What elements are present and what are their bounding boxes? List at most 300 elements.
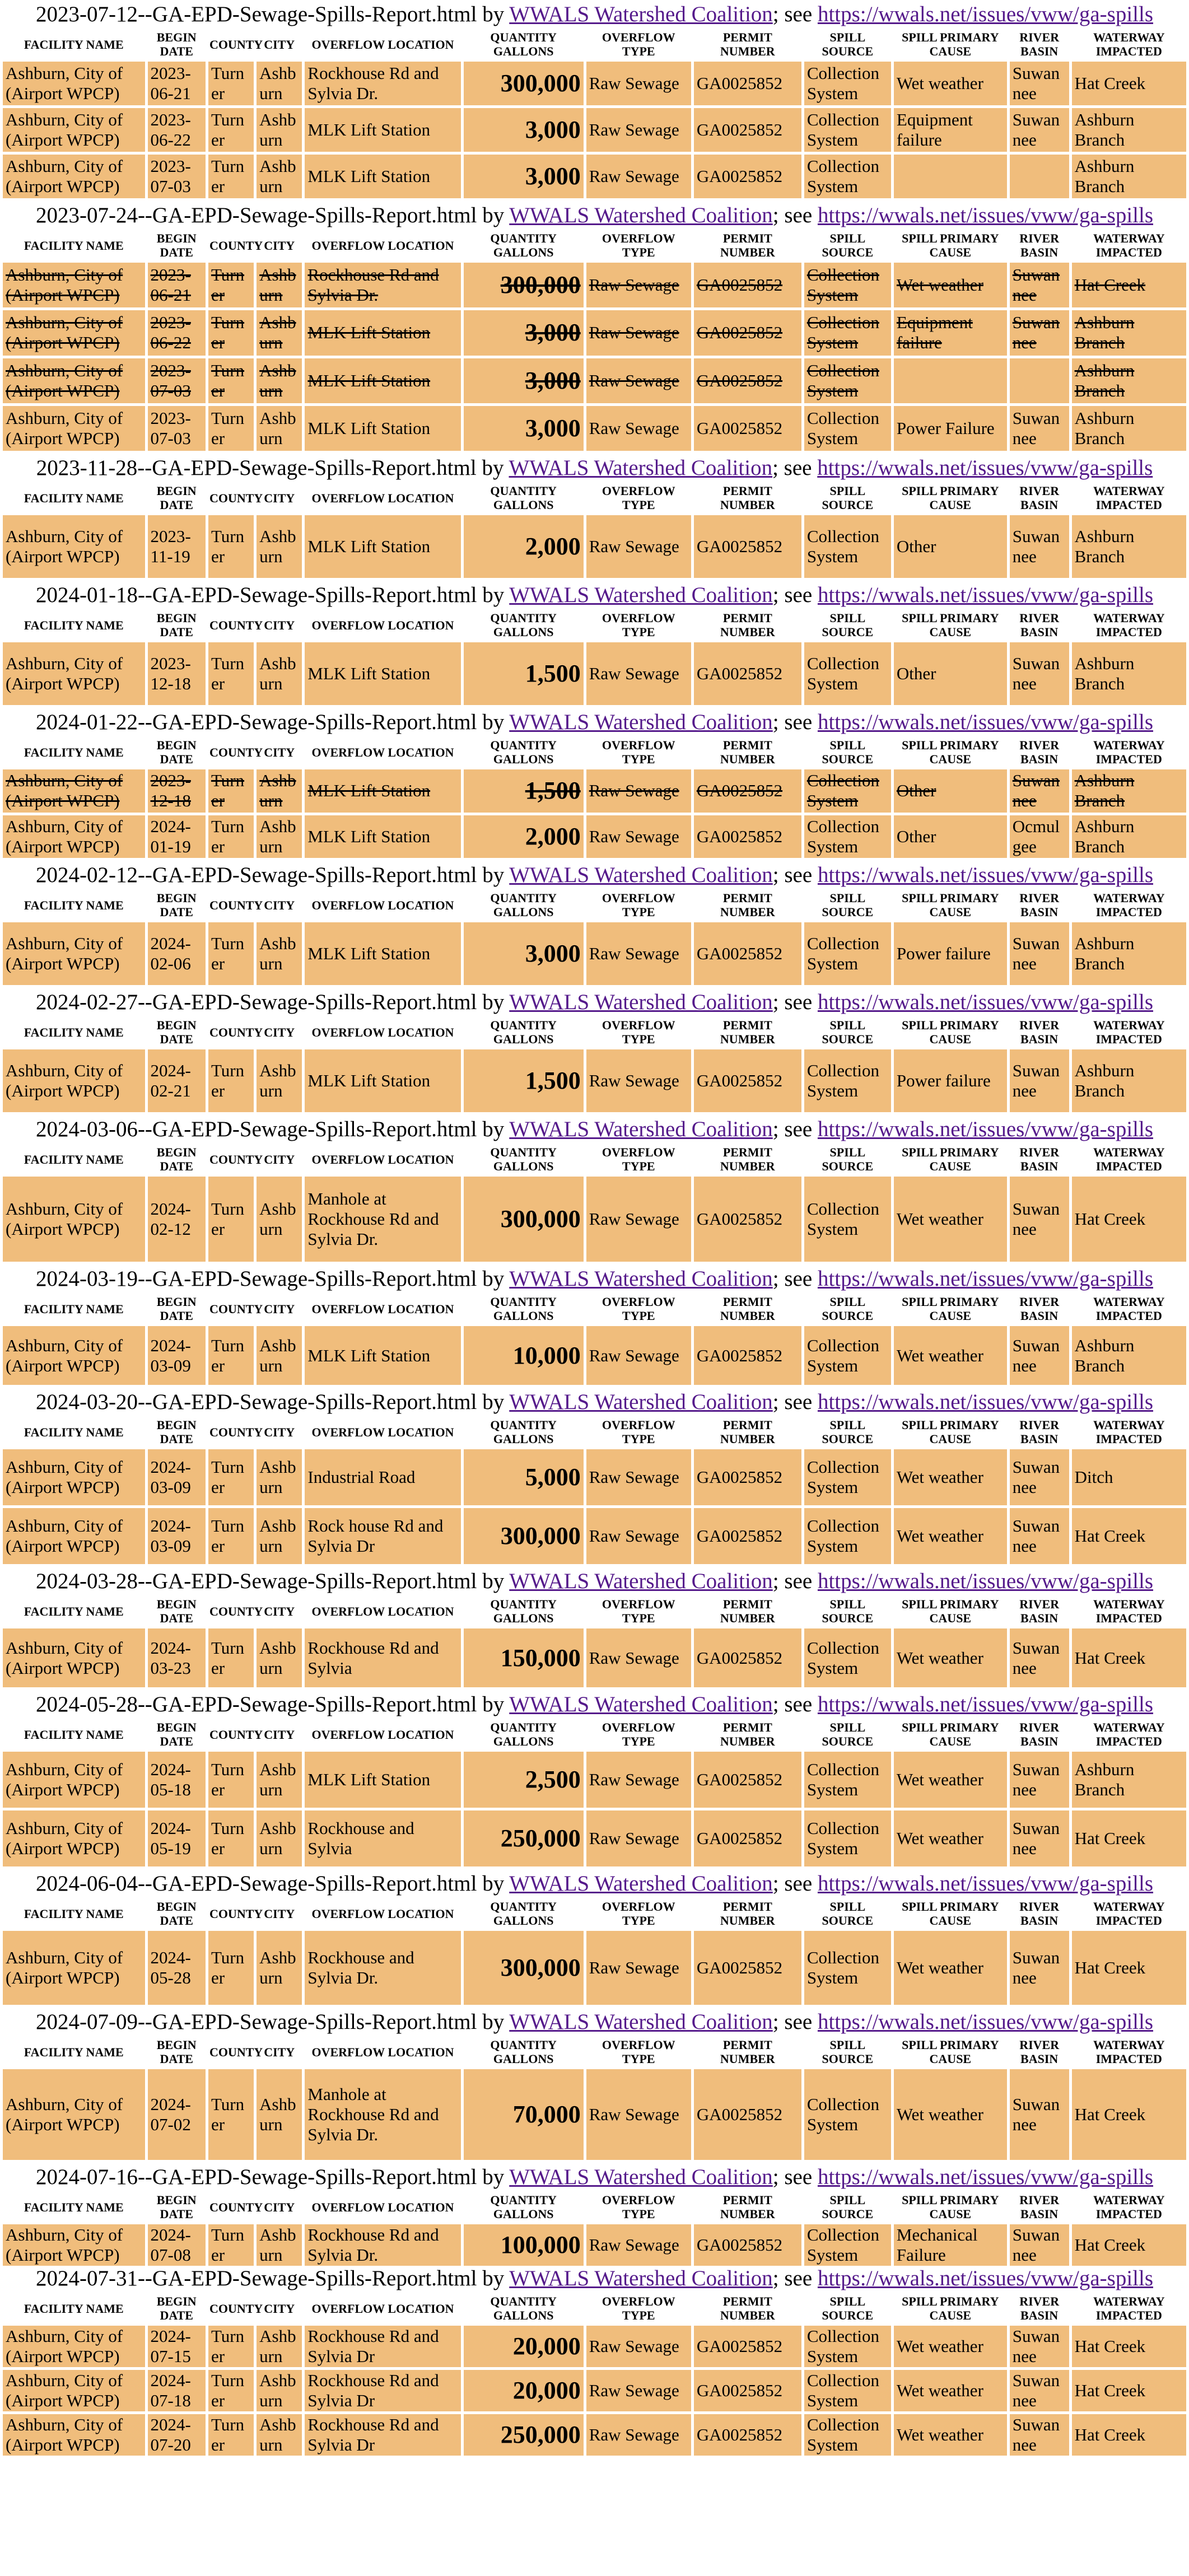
cell-waterway-impacted: Hat Creek (1072, 2370, 1186, 2411)
cell-waterway-impacted: Ashburn Branch (1072, 1752, 1186, 1808)
column-header-river-basin: RIVER BASIN (1019, 1900, 1060, 1928)
cell-quantity-gallons: 5,000 (464, 1449, 584, 1505)
column-header-city: CITY (264, 618, 295, 632)
wwals-link[interactable]: WWALS Watershed Coalition (509, 863, 773, 887)
ga-spills-url-link[interactable]: https://wwals.net/issues/vww/ga-spills (817, 2266, 1154, 2290)
column-header-begin-date: BEGIN DATE (156, 1418, 197, 1446)
cell-county: Turner (208, 769, 254, 813)
column-header-county: COUNTY (209, 37, 263, 52)
cell-spill-primary-cause: Wet weather (894, 1752, 1007, 1808)
cell-overflow-type: Raw Sewage (586, 310, 691, 355)
cell-quantity-gallons: 100,000 (464, 2224, 584, 2266)
column-header-quantity-gallons: QUANTITY GALLONS (490, 2294, 557, 2322)
column-header-quantity-gallons: QUANTITY GALLONS (490, 891, 557, 919)
cell-quantity-gallons: 3,000 (464, 155, 584, 198)
cell-begin-date: 2024-01-19 (148, 815, 206, 858)
header-row (3, 610, 1186, 640)
cell-permit-number: GA0025852 (694, 1449, 801, 1505)
column-header-city: CITY (264, 1152, 295, 1166)
column-header-overflow-location: OVERFLOW LOCATION (311, 2200, 454, 2214)
column-header-river-basin: RIVER BASIN (1019, 1018, 1060, 1046)
cell-river-basin: Suwannee (1010, 406, 1069, 451)
cell-spill-source: Collection System (804, 62, 891, 105)
column-header-facility-name: FACILITY NAME (24, 1025, 124, 1039)
column-header-river-basin: RIVER BASIN (1019, 231, 1060, 259)
column-header-facility-name: FACILITY NAME (24, 2301, 124, 2316)
cell-quantity-gallons: 300,000 (464, 1931, 584, 2005)
ga-spills-url-link[interactable]: https://wwals.net/issues/vww/ga-spills (817, 1390, 1154, 1414)
cell-city: Ashburn (257, 406, 302, 451)
report-filename: 2024-03-28--GA-EPD-Sewage-Spills-Report.html (35, 1569, 477, 1593)
cell-overflow-location: Manhole at Rockhouse Rd and Sylvia Dr. (305, 2069, 460, 2160)
cell-county: Turner (208, 642, 254, 705)
column-header-river-basin: RIVER BASIN (1019, 2038, 1060, 2066)
cell-facility-name: Ashburn, City of (Airport WPCP) (3, 1752, 145, 1808)
cell-permit-number: GA0025852 (694, 1752, 801, 1808)
cell-spill-source: Collection System (804, 1326, 891, 1385)
column-header-city: CITY (264, 1906, 295, 1921)
cell-begin-date: 2023-12-18 (148, 769, 206, 813)
column-header-river-basin: RIVER BASIN (1019, 1597, 1060, 1625)
cell-facility-name: Ashburn, City of (Airport WPCP) (3, 1628, 145, 1687)
cell-begin-date: 2024-05-28 (148, 1931, 206, 2005)
column-header-river-basin: RIVER BASIN (1019, 611, 1060, 639)
cell-river-basin: Suwannee (1010, 1931, 1069, 2005)
cell-spill-source: Collection System (804, 155, 891, 198)
report-title (0, 861, 1189, 889)
cell-spill-primary-cause: Other (894, 769, 1007, 813)
cell-permit-number: GA0025852 (694, 108, 801, 152)
column-header-waterway-impacted: WATERWAY IMPACTED (1093, 738, 1165, 766)
cell-spill-primary-cause: Wet weather (894, 1449, 1007, 1505)
cell-spill-source: Collection System (804, 515, 891, 578)
cell-begin-date: 2023-06-22 (148, 310, 206, 355)
table-row (3, 2224, 1186, 2266)
report-filename: 2024-07-16--GA-EPD-Sewage-Spills-Report.html (35, 2165, 477, 2189)
column-header-quantity-gallons: QUANTITY GALLONS (490, 231, 557, 259)
report-filename: 2024-02-27--GA-EPD-Sewage-Spills-Report.html (35, 990, 477, 1014)
column-header-city: CITY (264, 1604, 295, 1618)
column-header-waterway-impacted: WATERWAY IMPACTED (1093, 1597, 1165, 1625)
cell-overflow-location: MLK Lift Station (305, 642, 460, 705)
column-header-permit-number: PERMIT NUMBER (720, 1597, 775, 1625)
column-header-quantity-gallons: QUANTITY GALLONS (490, 1900, 557, 1928)
ga-spills-url-link[interactable]: https://wwals.net/issues/vww/ga-spills (817, 203, 1154, 227)
cell-facility-name: Ashburn, City of (Airport WPCP) (3, 108, 145, 152)
cell-overflow-type: Raw Sewage (586, 1752, 691, 1808)
column-header-permit-number: PERMIT NUMBER (720, 1900, 775, 1928)
column-header-spill-source: SPILL SOURCE (822, 1295, 874, 1323)
wwals-link[interactable]: WWALS Watershed Coalition (509, 2010, 773, 2034)
ga-spills-url-link[interactable]: https://wwals.net/issues/vww/ga-spills (817, 2010, 1154, 2034)
cell-overflow-location: MLK Lift Station (305, 1326, 460, 1385)
cell-begin-date: 2024-05-18 (148, 1752, 206, 1808)
column-header-begin-date: BEGIN DATE (156, 484, 197, 512)
ga-spills-url-link[interactable]: https://wwals.net/issues/vww/ga-spills (817, 1569, 1154, 1593)
cell-county: Turner (208, 1449, 254, 1505)
column-header-facility-name: FACILITY NAME (24, 2200, 124, 2214)
cell-overflow-location: MLK Lift Station (305, 310, 460, 355)
table-row (3, 1449, 1186, 1505)
wwals-link[interactable]: WWALS Watershed Coalition (509, 1692, 773, 1716)
report-title (0, 581, 1189, 609)
cell-quantity-gallons: 300,000 (464, 62, 584, 105)
column-header-river-basin: RIVER BASIN (1019, 30, 1060, 58)
cell-begin-date: 2023-06-22 (148, 108, 206, 152)
ga-spills-url-link[interactable]: https://wwals.net/issues/vww/ga-spills (817, 1267, 1154, 1291)
column-header-permit-number: PERMIT NUMBER (720, 30, 775, 58)
cell-waterway-impacted: Hat Creek (1072, 2326, 1186, 2367)
cell-waterway-impacted: Ditch (1072, 1449, 1186, 1505)
cell-city: Ashburn (257, 1049, 302, 1112)
cell-river-basin: Suwannee (1010, 922, 1069, 985)
cell-river-basin: Suwannee (1010, 1326, 1069, 1385)
cell-overflow-location: MLK Lift Station (305, 1752, 460, 1808)
cell-begin-date: 2023-11-19 (148, 515, 206, 578)
cell-county: Turner (208, 1752, 254, 1808)
ga-spills-url-link[interactable]: https://wwals.net/issues/vww/ga-spills (817, 2165, 1154, 2189)
column-header-spill-primary-cause: SPILL PRIMARY CAUSE (902, 1418, 999, 1446)
column-header-facility-name: FACILITY NAME (24, 1152, 124, 1166)
cell-spill-source: Collection System (804, 2069, 891, 2160)
report-filename: 2024-03-19--GA-EPD-Sewage-Spills-Report.html (35, 1267, 477, 1291)
cell-spill-source: Collection System (804, 922, 891, 985)
cell-overflow-location: MLK Lift Station (305, 155, 460, 198)
cell-begin-date: 2023-12-18 (148, 642, 206, 705)
column-header-county: COUNTY (209, 491, 263, 505)
cell-begin-date: 2024-03-23 (148, 1628, 206, 1687)
column-header-city: CITY (264, 491, 295, 505)
title-by-text: by (477, 2165, 510, 2189)
spills-table (0, 27, 1189, 201)
cell-overflow-type: Raw Sewage (586, 155, 691, 198)
header-row (3, 1294, 1186, 1323)
cell-overflow-location: Rockhouse Rd and Sylvia Dr (305, 2414, 460, 2456)
column-header-permit-number: PERMIT NUMBER (720, 231, 775, 259)
column-header-overflow-type: OVERFLOW TYPE (602, 891, 675, 919)
cell-city: Ashburn (257, 2370, 302, 2411)
report-title (0, 201, 1189, 230)
ga-spills-url-link[interactable]: https://wwals.net/issues/vww/ga-spills (817, 710, 1154, 734)
spills-table (0, 1415, 1189, 1567)
cell-river-basin: Ocmulgee (1010, 815, 1069, 858)
cell-spill-primary-cause (894, 358, 1007, 403)
spills-table (0, 888, 1189, 988)
report-title (0, 708, 1189, 736)
cell-waterway-impacted: Hat Creek (1072, 2224, 1186, 2266)
cell-city: Ashburn (257, 358, 302, 403)
column-header-facility-name: FACILITY NAME (24, 2045, 124, 2059)
table-row (3, 406, 1186, 451)
spills-report (0, 2163, 1189, 2264)
column-header-county: COUNTY (209, 1727, 263, 1742)
cell-spill-source: Collection System (804, 1752, 891, 1808)
cell-overflow-type: Raw Sewage (586, 815, 691, 858)
column-header-overflow-type: OVERFLOW TYPE (602, 1018, 675, 1046)
cell-permit-number: GA0025852 (694, 1177, 801, 1262)
column-header-overflow-type: OVERFLOW TYPE (602, 231, 675, 259)
column-header-city: CITY (264, 2200, 295, 2214)
cell-quantity-gallons: 150,000 (464, 1628, 584, 1687)
column-header-facility-name: FACILITY NAME (24, 491, 124, 505)
cell-spill-primary-cause: Wet weather (894, 62, 1007, 105)
cell-facility-name: Ashburn, City of (Airport WPCP) (3, 310, 145, 355)
ga-spills-url-link[interactable]: https://wwals.net/issues/vww/ga-spills (817, 1117, 1154, 1141)
column-header-county: COUNTY (209, 1425, 263, 1439)
cell-city: Ashburn (257, 769, 302, 813)
wwals-link[interactable]: WWALS Watershed Coalition (509, 990, 773, 1014)
wwals-link[interactable]: WWALS Watershed Coalition (509, 203, 773, 227)
column-header-city: CITY (264, 1425, 295, 1439)
wwals-link[interactable]: WWALS Watershed Coalition (509, 2, 773, 26)
cell-overflow-type: Raw Sewage (586, 263, 691, 307)
report-filename: 2024-02-12--GA-EPD-Sewage-Spills-Report.html (35, 863, 477, 887)
column-header-overflow-type: OVERFLOW TYPE (602, 1145, 675, 1173)
report-filename: 2024-03-06--GA-EPD-Sewage-Spills-Report.html (35, 1117, 477, 1141)
cell-quantity-gallons: 2,000 (464, 815, 584, 858)
column-header-waterway-impacted: WATERWAY IMPACTED (1093, 1720, 1165, 1748)
wwals-link[interactable]: WWALS Watershed Coalition (509, 2165, 773, 2189)
report-filename: 2024-05-28--GA-EPD-Sewage-Spills-Report.html (35, 1692, 477, 1716)
column-header-county: COUNTY (209, 618, 263, 632)
column-header-river-basin: RIVER BASIN (1019, 1145, 1060, 1173)
title-by-text: by (477, 1390, 510, 1414)
column-header-overflow-location: OVERFLOW LOCATION (311, 1301, 454, 1316)
column-header-quantity-gallons: QUANTITY GALLONS (490, 2038, 557, 2066)
wwals-link[interactable]: WWALS Watershed Coalition (509, 1569, 773, 1593)
column-header-begin-date: BEGIN DATE (156, 2294, 197, 2322)
cell-river-basin: Suwannee (1010, 1508, 1069, 1564)
cell-waterway-impacted: Ashburn Branch (1072, 108, 1186, 152)
table-row (3, 815, 1186, 858)
column-header-waterway-impacted: WATERWAY IMPACTED (1093, 30, 1165, 58)
cell-overflow-location: Rockhouse Rd and Sylvia Dr. (305, 263, 460, 307)
column-header-city: CITY (264, 1727, 295, 1742)
cell-county: Turner (208, 2069, 254, 2160)
cell-city: Ashburn (257, 1931, 302, 2005)
cell-waterway-impacted: Ashburn Branch (1072, 406, 1186, 451)
ga-spills-url-link[interactable]: https://wwals.net/issues/vww/ga-spills (817, 863, 1154, 887)
cell-city: Ashburn (257, 2326, 302, 2367)
report-title (0, 454, 1189, 482)
cell-city: Ashburn (257, 515, 302, 578)
column-header-quantity-gallons: QUANTITY GALLONS (490, 2193, 557, 2221)
column-header-spill-source: SPILL SOURCE (822, 484, 874, 512)
title-see-text: ; see (772, 1692, 818, 1716)
spills-table (0, 1015, 1189, 1115)
cell-spill-source: Collection System (804, 2370, 891, 2411)
cell-permit-number: GA0025852 (694, 1508, 801, 1564)
header-row (3, 1145, 1186, 1174)
column-header-overflow-location: OVERFLOW LOCATION (311, 1604, 454, 1618)
cell-permit-number: GA0025852 (694, 2326, 801, 2367)
cell-city: Ashburn (257, 62, 302, 105)
cell-river-basin: Suwannee (1010, 310, 1069, 355)
cell-river-basin: Suwannee (1010, 2069, 1069, 2160)
column-header-quantity-gallons: QUANTITY GALLONS (490, 1418, 557, 1446)
column-header-city: CITY (264, 2301, 295, 2316)
wwals-link[interactable]: WWALS Watershed Coalition (509, 1117, 773, 1141)
report-filename: 2024-01-22--GA-EPD-Sewage-Spills-Report.html (35, 710, 477, 734)
column-header-facility-name: FACILITY NAME (24, 1727, 124, 1742)
column-header-river-basin: RIVER BASIN (1019, 2193, 1060, 2221)
cell-spill-primary-cause: Wet weather (894, 1508, 1007, 1564)
table-row (3, 62, 1186, 105)
title-see-text: ; see (772, 1117, 818, 1141)
column-header-begin-date: BEGIN DATE (156, 2038, 197, 2066)
title-see-text: ; see (772, 456, 818, 480)
cell-overflow-location: MLK Lift Station (305, 515, 460, 578)
column-header-overflow-type: OVERFLOW TYPE (602, 2038, 675, 2066)
cell-spill-source: Collection System (804, 1049, 891, 1112)
column-header-begin-date: BEGIN DATE (156, 611, 197, 639)
column-header-spill-source: SPILL SOURCE (822, 2294, 874, 2322)
report-title (0, 1388, 1189, 1416)
report-title (0, 1567, 1189, 1595)
column-header-facility-name: FACILITY NAME (24, 618, 124, 632)
column-header-city: CITY (264, 238, 295, 253)
wwals-link[interactable]: WWALS Watershed Coalition (509, 2266, 773, 2290)
table-row (3, 1752, 1186, 1808)
cell-waterway-impacted: Hat Creek (1072, 2414, 1186, 2456)
cell-permit-number: GA0025852 (694, 155, 801, 198)
report-filename: 2024-03-20--GA-EPD-Sewage-Spills-Report.html (35, 1390, 477, 1414)
cell-overflow-location: Rockhouse Rd and Sylvia (305, 1628, 460, 1687)
cell-waterway-impacted: Hat Creek (1072, 2069, 1186, 2160)
column-header-city: CITY (264, 898, 295, 912)
spills-table (0, 228, 1189, 454)
cell-city: Ashburn (257, 2069, 302, 2160)
column-header-city: CITY (264, 2045, 295, 2059)
ga-spills-url-link[interactable]: https://wwals.net/issues/vww/ga-spills (817, 583, 1154, 607)
cell-overflow-location: Rock house Rd and Sylvia Dr (305, 1508, 460, 1564)
wwals-link[interactable]: WWALS Watershed Coalition (509, 583, 773, 607)
ga-spills-url-link[interactable]: https://wwals.net/issues/vww/ga-spills (817, 456, 1153, 480)
column-header-spill-primary-cause: SPILL PRIMARY CAUSE (902, 484, 999, 512)
column-header-spill-primary-cause: SPILL PRIMARY CAUSE (902, 891, 999, 919)
cell-waterway-impacted: Ashburn Branch (1072, 1049, 1186, 1112)
report-title (0, 1115, 1189, 1144)
column-header-spill-source: SPILL SOURCE (822, 1900, 874, 1928)
cell-quantity-gallons: 3,000 (464, 108, 584, 152)
title-by-text: by (477, 203, 510, 227)
cell-county: Turner (208, 1508, 254, 1564)
ga-spills-url-link[interactable]: https://wwals.net/issues/vww/ga-spills (817, 990, 1154, 1014)
column-header-city: CITY (264, 745, 295, 759)
cell-permit-number: GA0025852 (694, 263, 801, 307)
column-header-permit-number: PERMIT NUMBER (720, 1295, 775, 1323)
cell-river-basin: Suwannee (1010, 1810, 1069, 1866)
spills-table (0, 735, 1189, 861)
wwals-link[interactable]: WWALS Watershed Coalition (509, 456, 773, 480)
cell-county: Turner (208, 2414, 254, 2456)
cell-facility-name: Ashburn, City of (Airport WPCP) (3, 1449, 145, 1505)
column-header-river-basin: RIVER BASIN (1019, 1418, 1060, 1446)
cell-waterway-impacted: Hat Creek (1072, 62, 1186, 105)
column-header-quantity-gallons: QUANTITY GALLONS (490, 611, 557, 639)
cell-facility-name: Ashburn, City of (Airport WPCP) (3, 1177, 145, 1262)
ga-spills-url-link[interactable]: https://wwals.net/issues/vww/ga-spills (817, 1872, 1154, 1896)
spills-table (0, 2190, 1189, 2269)
report-title (0, 1690, 1189, 1719)
column-header-spill-source: SPILL SOURCE (822, 891, 874, 919)
cell-waterway-impacted: Hat Creek (1072, 263, 1186, 307)
cell-spill-primary-cause: Wet weather (894, 1177, 1007, 1262)
cell-river-basin: Suwannee (1010, 2370, 1069, 2411)
cell-overflow-type: Raw Sewage (586, 2326, 691, 2367)
column-header-quantity-gallons: QUANTITY GALLONS (490, 484, 557, 512)
wwals-link[interactable]: WWALS Watershed Coalition (509, 1390, 773, 1414)
cell-quantity-gallons: 3,000 (464, 310, 584, 355)
cell-spill-primary-cause: Equipment failure (894, 108, 1007, 152)
column-header-overflow-type: OVERFLOW TYPE (602, 30, 675, 58)
cell-overflow-location: MLK Lift Station (305, 815, 460, 858)
cell-county: Turner (208, 515, 254, 578)
column-header-river-basin: RIVER BASIN (1019, 1720, 1060, 1748)
title-see-text: ; see (772, 710, 818, 734)
report-title (0, 1264, 1189, 1293)
ga-spills-url-link[interactable]: https://wwals.net/issues/vww/ga-spills (817, 1692, 1154, 1716)
column-header-permit-number: PERMIT NUMBER (720, 2193, 775, 2221)
cell-begin-date: 2024-03-09 (148, 1449, 206, 1505)
cell-river-basin (1010, 358, 1069, 403)
wwals-link[interactable]: WWALS Watershed Coalition (509, 1267, 773, 1291)
cell-quantity-gallons: 250,000 (464, 2414, 584, 2456)
cell-river-basin: Suwannee (1010, 2326, 1069, 2367)
cell-begin-date: 2024-02-06 (148, 922, 206, 985)
column-header-spill-primary-cause: SPILL PRIMARY CAUSE (902, 738, 999, 766)
cell-city: Ashburn (257, 815, 302, 858)
cell-facility-name: Ashburn, City of (Airport WPCP) (3, 1810, 145, 1866)
cell-spill-primary-cause: Power failure (894, 922, 1007, 985)
column-header-waterway-impacted: WATERWAY IMPACTED (1093, 1900, 1165, 1928)
cell-county: Turner (208, 2370, 254, 2411)
cell-begin-date: 2023-07-03 (148, 406, 206, 451)
cell-facility-name: Ashburn, City of (Airport WPCP) (3, 922, 145, 985)
wwals-link[interactable]: WWALS Watershed Coalition (509, 1872, 773, 1896)
column-header-spill-source: SPILL SOURCE (822, 1145, 874, 1173)
wwals-link[interactable]: WWALS Watershed Coalition (509, 710, 773, 734)
cell-begin-date: 2024-07-08 (148, 2224, 206, 2266)
header-row (3, 1417, 1186, 1446)
title-see-text: ; see (772, 2165, 818, 2189)
cell-waterway-impacted: Ashburn Branch (1072, 358, 1186, 403)
cell-city: Ashburn (257, 155, 302, 198)
cell-quantity-gallons: 3,000 (464, 406, 584, 451)
cell-quantity-gallons: 2,500 (464, 1752, 584, 1808)
cell-begin-date: 2024-05-19 (148, 1810, 206, 1866)
cell-river-basin: Suwannee (1010, 769, 1069, 813)
ga-spills-url-link[interactable]: https://wwals.net/issues/vww/ga-spills (817, 2, 1154, 26)
cell-facility-name: Ashburn, City of (Airport WPCP) (3, 406, 145, 451)
header-row (3, 2192, 1186, 2222)
column-header-county: COUNTY (209, 745, 263, 759)
cell-overflow-location: MLK Lift Station (305, 1049, 460, 1112)
cell-spill-source: Collection System (804, 406, 891, 451)
cell-spill-source: Collection System (804, 2326, 891, 2367)
title-by-text: by (477, 2, 510, 26)
cell-city: Ashburn (257, 642, 302, 705)
cell-spill-primary-cause: Wet weather (894, 2069, 1007, 2160)
header-row (3, 30, 1186, 59)
column-header-quantity-gallons: QUANTITY GALLONS (490, 1720, 557, 1748)
spills-report (0, 1567, 1189, 1690)
column-header-spill-primary-cause: SPILL PRIMARY CAUSE (902, 30, 999, 58)
column-header-permit-number: PERMIT NUMBER (720, 2294, 775, 2322)
column-header-overflow-location: OVERFLOW LOCATION (311, 1425, 454, 1439)
column-header-overflow-location: OVERFLOW LOCATION (311, 1727, 454, 1742)
column-header-spill-primary-cause: SPILL PRIMARY CAUSE (902, 1145, 999, 1173)
